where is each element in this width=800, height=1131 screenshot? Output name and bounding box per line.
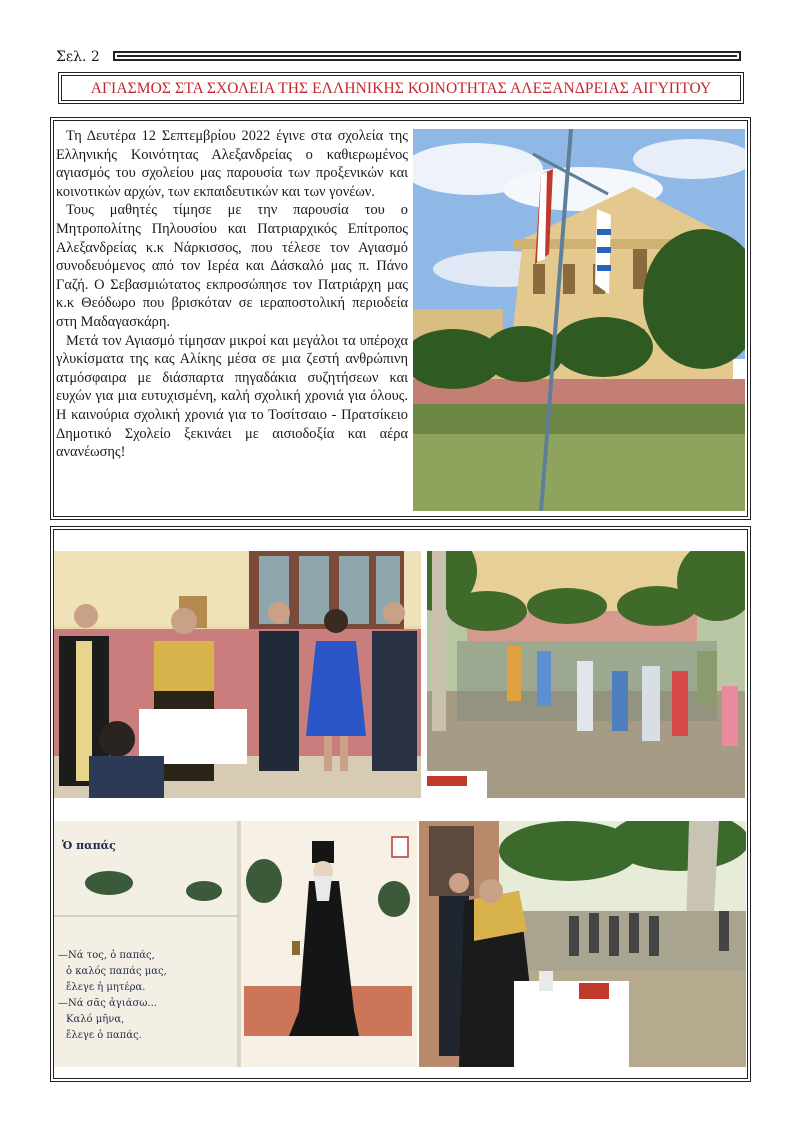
article-paragraph-2: Τους μαθητές τίμησε με την παρουσία του ο Μητροπολίτης Πηλουσίου και Πατριαρχικός Επίτροπος Αλεξανδρείας κ.κ Νάρκισσος, που τέλεσε τον Αγιασμό συνοδευόμενος από τον Ιερέα και Δάσκαλό μας π. Πάνο Γαζή. Ο Σεβασμιώτατος εκπροσώπησε τον Πατριάρχη μας κ.κ Θεόδωρο που βρισκόταν σε ιεραποστολική περιοδεία στη Μαδαγασκάρη. [56,202,408,330]
illustration-title: Ὁ παπάς [62,839,116,852]
page-number: Σελ. 2 [56,49,100,65]
illustration-line-3: ἔλεγε ἡ μητέρα. [66,982,146,993]
illustration-line-6: ἔλεγε ὁ παπάς. [66,1030,142,1041]
headline: ΑΓΙΑΣΜΟΣ ΣΤΑ ΣΧΟΛΕΙΑ ΤΗΣ ΕΛΛΗΝΙΚΗΣ ΚΟΙΝΟΤΗΤΑΣ ΑΛΕΞΑΝΔΡΕΙΑΣ ΑΙΓΥΠΤΟΥ [90,80,712,97]
article-paragraph-1: Τη Δευτέρα 12 Σεπτεμβρίου 2022 έγινε στα σχολεία της Ελληνικής Κοινότητας Αλεξανδρείας ο καθιερωμένος αγιασμός του σχολείου μας παρουσία των προξενικών και κοινοτικών αρχών, των εκπαιδευτικών και των γονέων. [56,128,408,200]
illustration-line-5: Καλό μῆνα, [66,1014,125,1025]
illustration-line-4: —Νά σᾶς ἁγιάσω... [58,998,157,1009]
illustration-line-1: —Νά τος, ὁ παπάς, [58,950,155,961]
headline-box [58,72,744,104]
students-courtyard-photo [427,551,745,798]
article-paragraph-3: Μετά τον Αγιασμό τίμησαν μικροί και μεγάλοι τα υπέροχα γλυκίσματα της κας Αλίκης μέσα σε μια ζεστή ανθρώπινη ατμόσφαιρα με διάσπαρτα πηγαδάκια συζητήσεων και ευχών για μια ευτυχισμένη, καλή σχολική χρονιά για όλους. Η καινούρια σχολική χρονιά για το Τοσίτσαιο - Πρατσίκειο Δημοτικό Σχολείο ξεκινάει με αισιοδοξία και αέρα ανανέωσης! [56,332,408,461]
article-text [56,127,408,462]
textbook-illustration [54,821,417,1067]
illustration-line-2: ὁ καλός παπάς μας, [66,966,167,977]
top-rule [113,51,741,61]
blessing-table-photo [419,821,746,1067]
school-building-photo [413,129,745,511]
ceremony-officials-photo [54,551,421,798]
